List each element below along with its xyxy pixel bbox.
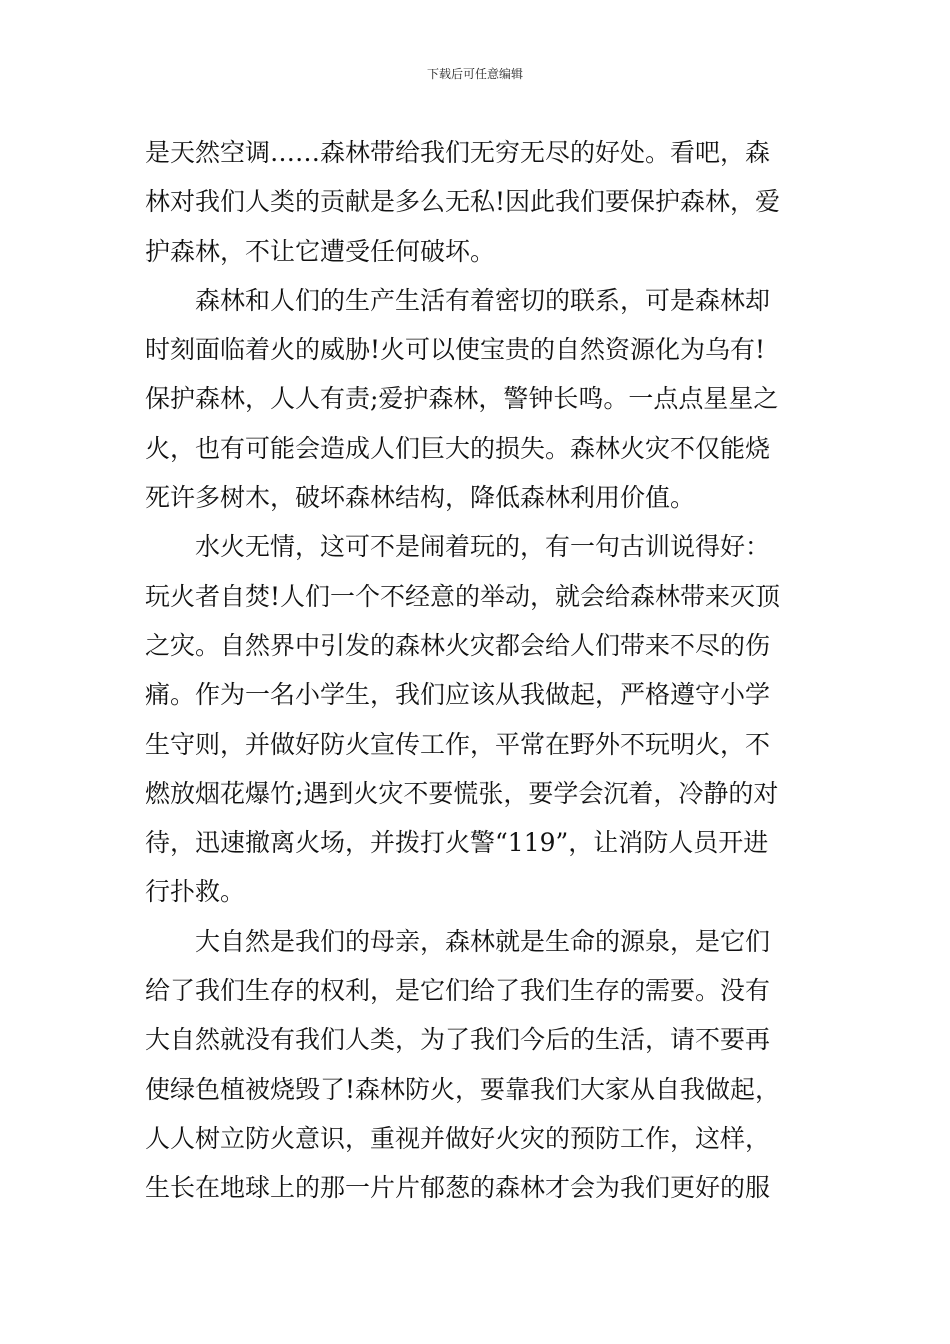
paragraph-4-line-1: 大自然是我们的母亲，森林就是生命的源泉，是它们 <box>195 926 771 956</box>
paragraph-1-line-2: 林对我们人类的贡献是多么无私!因此我们要保护森林，爱 <box>145 187 781 217</box>
paragraph-4-line-5: 人人树立防火意识，重视并做好火灾的预防工作，这样， <box>145 1123 771 1153</box>
paragraph-1-line-1: 是天然空调……森林带给我们无穷无尽的好处。看吧，森 <box>145 138 771 167</box>
document-body <box>145 128 807 1213</box>
paragraph-2-line-3: 保护森林，人人有责;爱护森林，警钟长鸣。一点点星星之 <box>145 384 779 414</box>
paragraph-4-line-6: 生长在地球上的那一片片郁葱的森林才会为我们更好的服 <box>145 1173 771 1203</box>
paragraph-2-line-4: 火，也有可能会造成人们巨大的损失。森林火灾不仅能烧 <box>145 433 771 463</box>
paragraph-4-line-2: 给了我们生存的权利，是它们给了我们生存的需要。没有 <box>145 976 771 1006</box>
paragraph-1-line-3: 护森林，不让它遭受任何破坏。 <box>145 236 496 266</box>
paragraph-2-line-1: 森林和人们的生产生活有着密切的联系，可是森林却 <box>195 285 771 315</box>
paragraph-3-line-8: 行扑救。 <box>145 877 246 907</box>
paragraph-3-line-5: 生守则，并做好防火宣传工作，平常在野外不玩明火，不 <box>145 729 771 759</box>
paragraph-3-line-6: 燃放烟花爆竹;遇到火灾不要慌张，要学会沉着，冷静的对 <box>145 778 779 808</box>
paragraph-3-line-1: 水火无情，这可不是闹着玩的，有一句古训说得好： <box>195 532 771 562</box>
paragraph-2-line-2: 时刻面临着火的威胁!火可以使宝贵的自然资源化为乌有! <box>145 335 766 365</box>
page-header: 下载后可任意编辑 <box>426 67 523 81</box>
paragraph-3-line-7: 待，迅速撤离火场，并拨打火警“119”，让消防人员开进 <box>145 828 769 858</box>
paragraph-4-line-3: 大自然就没有我们人类，为了我们今后的生活，请不要再 <box>145 1025 771 1055</box>
paragraph-3-line-4: 痛。作为一名小学生，我们应该从我做起，严格遵守小学 <box>145 680 771 710</box>
paragraph-3-line-2: 玩火者自焚!人们一个不经意的举动，就会给森林带来灭顶 <box>145 581 781 611</box>
paragraph-3-line-3: 之灾。自然界中引发的森林火灾都会给人们带来不尽的伤 <box>145 630 771 660</box>
paragraph-2-line-5: 死许多树木，破坏森林结构，降低森林利用价值。 <box>145 483 696 513</box>
paragraph-4-line-4: 使绿色植被烧毁了!森林防火，要靠我们大家从自我做起， <box>145 1074 781 1104</box>
